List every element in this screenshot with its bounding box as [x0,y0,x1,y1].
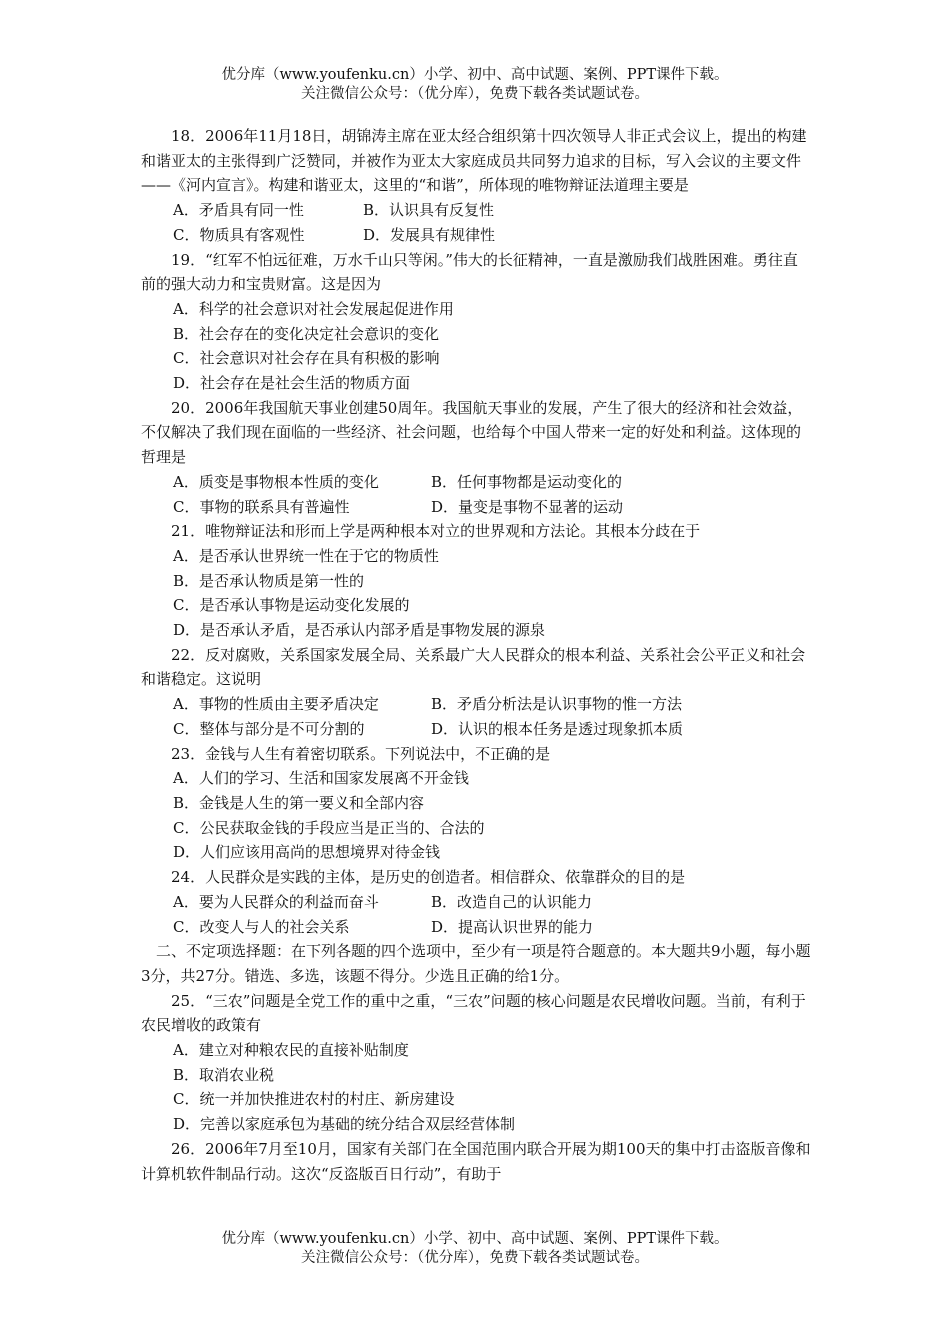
question-25-option-d: D．完善以家庭承包为基础的统分结合双层经营体制 [173,1115,516,1134]
page-header [0,66,950,104]
question-18-option-d: D．发展具有规律性 [363,225,496,244]
question-25-stem: 25．“三农”问题是全党工作的重中之重，“三农”问题的核心问题是农民增收问题。当前，有利于农民增收的政策有 [141,991,806,1035]
footer-line-1: 优分库（www.youfenku.cn）小学、初中、高中试题、案例、PPT课件下载。 [221,1231,729,1247]
question-18-stem: 18．2006年11月18日，胡锦涛主席在亚太经合组织第十四次领导人非正式会议上，提出的构建和谐亚太的主张得到广泛赞同，并被作为亚太大家庭成员共同努力追求的目标，写入会议的主要文件——《河内宣言》。构建和谐亚太，这里的“和谐”，所体现的唯物辩证法道理主要是 [141,127,807,195]
question-22-option-d: D．认识的根本任务是透过现象抓本质 [431,719,684,738]
question-26-stem: 26．2006年7月至10月，国家有关部门在全国范围内联合开展为期100天的集中打击盗版音像和计算机软件制品行动。这次“反盗版百日行动”，有助于 [141,1139,811,1183]
question-22-stem: 22．反对腐败，关系国家发展全局、关系最广大人民群众的根本利益、关系社会公平正义和社会和谐稳定。这说明 [141,645,806,689]
question-22-options-row-2 [141,717,811,742]
question-22-options-row-1 [141,692,811,717]
question-24-option-c: C．改变人与人的社会关系 [173,917,350,936]
question-20-option-d: D．量变是事物不显著的运动 [431,497,624,516]
footer-line-2: 关注微信公众号：（优分库），免费下载各类试题试卷。 [301,1250,649,1266]
question-18-option-b: B．认识具有反复性 [363,201,495,220]
question-24-option-a: A．要为人民群众的利益而奋斗 [173,892,379,911]
question-21-option-c: C．是否承认事物是运动变化发展的 [173,596,410,615]
question-23-stem: 23．金钱与人生有着密切联系。下列说法中，不正确的是 [171,744,551,763]
question-21-option-d: D．是否承认矛盾，是否承认内部矛盾是事物发展的源泉 [173,621,546,640]
question-22-option-a: A．事物的性质由主要矛盾决定 [173,695,379,714]
question-23-option-c: C．公民获取金钱的手段应当是正当的、合法的 [173,818,485,837]
page-footer [0,1230,950,1268]
question-23-option-d: D．人们应该用高尚的思想境界对待金钱 [173,843,441,862]
question-25-option-c: C．统一并加快推进农村的村庄、新房建设 [173,1090,455,1109]
question-18-options-row-1 [141,198,811,223]
question-19-stem: 19．“红军不怕远征难，万水千山只等闲。”伟大的长征精神，一直是激励我们战胜困难。勇往直前的强大动力和宝贵财富。这是因为 [141,250,798,294]
question-23-option-b: B．金钱是人生的第一要义和全部内容 [173,793,425,812]
question-25-option-a: A．建立对种粮农民的直接补贴制度 [173,1041,409,1060]
question-19-option-c: C．社会意识对社会存在具有积极的影响 [173,349,440,368]
question-25-option-b: B．取消农业税 [173,1065,275,1084]
question-24-options-row-2 [141,915,811,940]
question-20-option-a: A．质变是事物根本性质的变化 [173,472,379,491]
question-21-option-a: A．是否承认世界统一性在于它的物质性 [173,546,439,565]
question-19-option-a: A．科学的社会意识对社会发展起促进作用 [173,299,454,318]
question-18-options-row-2 [141,223,811,248]
question-24-stem: 24．人民群众是实践的主体，是历史的创造者。相信群众、依靠群众的目的是 [171,868,686,887]
question-20-stem: 20．2006年我国航天事业创建50周年。我国航天事业的发展，产生了很大的经济和社会效益，不仅解决了我们现在面临的一些经济、社会问题，也给每个中国人带来一定的好处和利益。这体现的哲理是 [141,398,803,467]
question-20-options-row-1 [141,470,811,495]
question-21-stem: 21．唯物辩证法和形而上学是两种根本对立的世界观和方法论。其根本分歧在于 [171,522,701,541]
exam-content [141,124,811,1186]
question-24-option-d: D．提高认识世界的能力 [431,917,594,936]
header-line-1: 优分库（www.youfenku.cn）小学、初中、高中试题、案例、PPT课件下载。 [221,67,729,83]
question-18-option-c: C．物质具有客观性 [173,225,305,244]
question-20-option-b: B．任何事物都是运动变化的 [431,472,623,491]
question-23-option-a: A．人们的学习、生活和国家发展离不开金钱 [173,769,469,788]
question-22-option-c: C．整体与部分是不可分割的 [173,719,365,738]
question-19-option-b: B．社会存在的变化决定社会意识的变化 [173,324,440,343]
question-22-option-b: B．矛盾分析法是认识事物的惟一方法 [431,695,683,714]
section-2-instructions: 二、不定项选择题：在下列各题的四个选项中，至少有一项是符合题意的。本大题共9小题，每小题3分，共27分。错选、多选，该题不得分。少选且正确的给1分。 [141,942,811,985]
question-24-options-row-1 [141,890,811,915]
question-24-option-b: B．改造自己的认识能力 [431,892,593,911]
header-line-2: 关注微信公众号：（优分库），免费下载各类试题试卷。 [301,86,649,102]
question-20-option-c: C．事物的联系具有普遍性 [173,497,350,516]
question-19-option-d: D．社会存在是社会生活的物质方面 [173,374,411,393]
question-18-option-a: A．矛盾具有同一性 [173,201,304,220]
question-20-options-row-2 [141,495,811,520]
question-21-option-b: B．是否承认物质是第一性的 [173,571,365,590]
